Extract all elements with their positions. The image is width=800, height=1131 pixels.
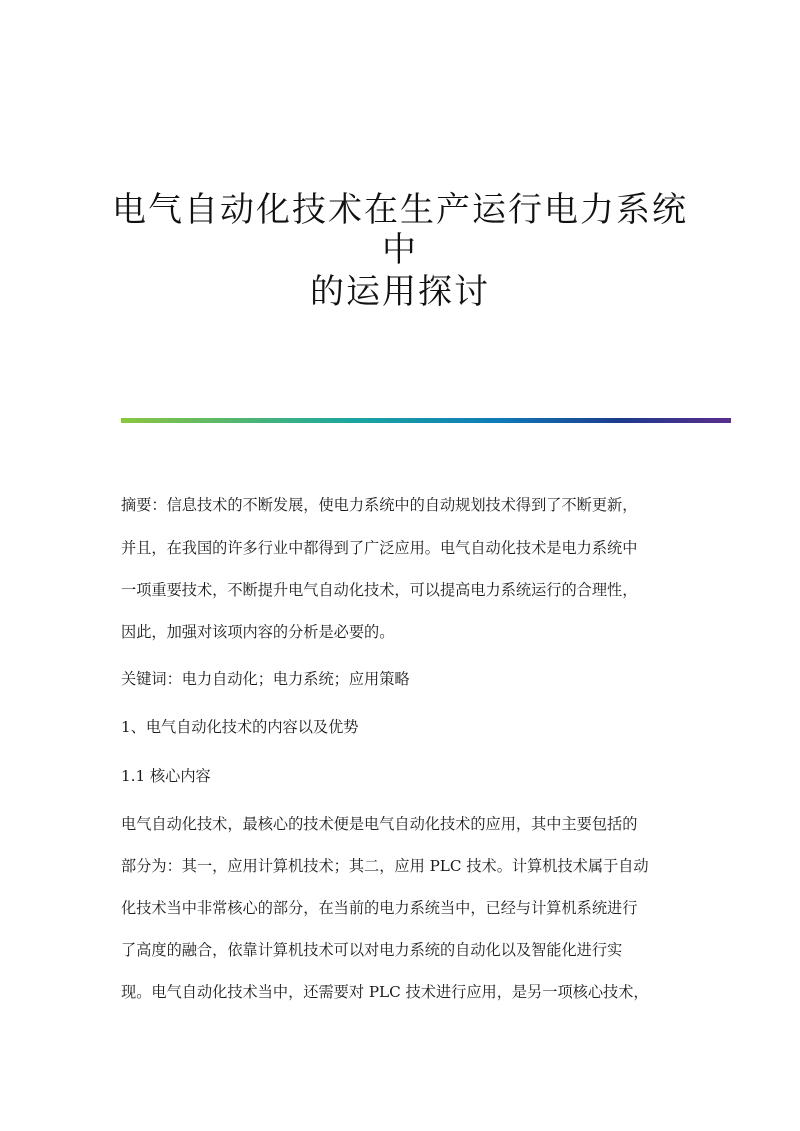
section-1-1-heading: 1.1 核心内容	[121, 767, 211, 785]
body-line-2: 部分为：其一，应用计算机技术；其二，应用 PLC 技术。计算机技术属于自动	[121, 857, 649, 875]
gradient-divider	[121, 418, 731, 423]
abstract-line-1: 摘要：信息技术的不断发展，使电力系统中的自动规划技术得到了不断更新，	[121, 496, 638, 514]
section-1-heading: 1、电气自动化技术的内容以及优势	[121, 718, 359, 736]
keywords: 关键词：电力自动化；电力系统；应用策略	[121, 670, 410, 688]
abstract-line-4: 因此，加强对该项内容的分析是必要的。	[121, 623, 395, 641]
document-title-line-2: 的运用探讨	[310, 272, 490, 312]
body-line-4: 了高度的融合，依靠计算机技术可以对电力系统的自动化以及智能化进行实	[121, 941, 623, 959]
document-title-line-1: 电气自动化技术在生产运行电力系统中	[112, 190, 688, 270]
body-line-3: 化技术当中非常核心的部分，在当前的电力系统当中，已经与计算机系统进行	[121, 899, 638, 917]
abstract-line-3: 一项重要技术，不断提升电气自动化技术，可以提高电力系统运行的合理性，	[121, 581, 638, 599]
body-line-1: 电气自动化技术，最核心的技术便是电气自动化技术的应用，其中主要包括的	[121, 815, 638, 833]
body-line-5: 现。电气自动化技术当中，还需要对 PLC 技术进行应用，是另一项核心技术，	[121, 983, 649, 1001]
abstract-line-2: 并且，在我国的许多行业中都得到了广泛应用。电气自动化技术是电力系统中	[121, 539, 638, 557]
